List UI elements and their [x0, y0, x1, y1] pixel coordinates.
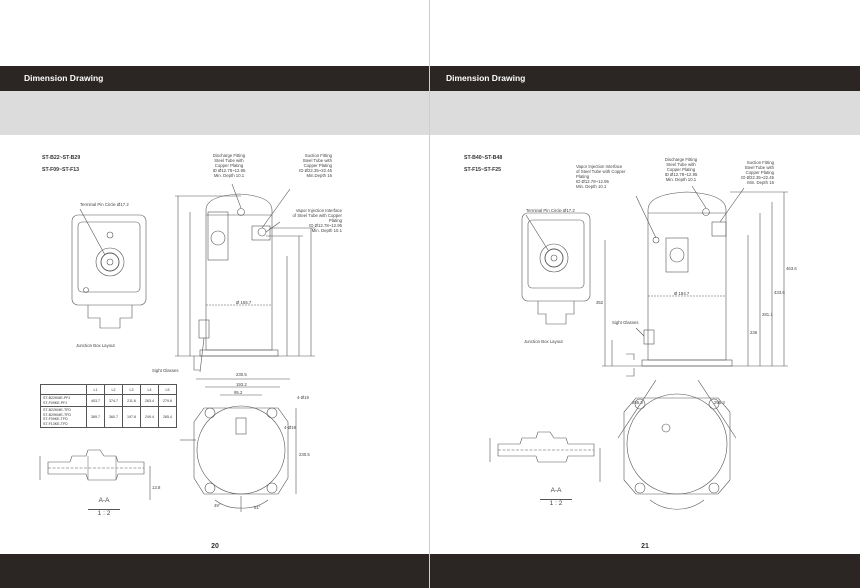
r-mount-hole-br — [709, 483, 719, 493]
r-suction-leader — [720, 188, 744, 222]
table-row-2-model-b: ST-B29KME-TFD — [43, 412, 71, 417]
left-model-line-2: ST-F09~ST-F13 — [42, 167, 80, 173]
right-discharge-line-3: Copper Plating — [666, 167, 696, 172]
right-dim-dia: Ø 184.7 — [674, 291, 690, 296]
left-header-title: Dimension Drawing — [24, 73, 104, 83]
left-page-number: 20 — [211, 543, 219, 550]
table-cell: 197.6 — [123, 407, 141, 428]
left-section-title: A-A — [98, 497, 110, 504]
table-header-l4: L4 — [141, 385, 159, 395]
left-terminal-label: Terminal Pin Circle Ø17.2 — [80, 202, 129, 207]
left-discharge-line-2: Steel Tube with — [214, 158, 244, 163]
r-dim-diag-right — [698, 380, 736, 438]
table-cell: 360.7 — [105, 407, 123, 428]
left-dim-51: 51° — [254, 505, 261, 510]
r-compressor-shell — [648, 192, 726, 360]
right-vapor-line-1: Vapor Injection Interface — [576, 164, 623, 169]
right-page-number: 21 — [641, 543, 649, 550]
left-suction-line-3: Copper Plating — [303, 163, 332, 168]
mount-hole-br — [267, 483, 277, 493]
mount-hole-tl — [205, 408, 215, 418]
left-discharge-line-3: Copper Plating — [214, 163, 244, 168]
table-cell: 389.7 — [87, 407, 105, 428]
terminal-leader — [80, 209, 105, 255]
table-row-1-model-b: ST-F09KE-PFJ — [43, 400, 68, 405]
left-discharge-callout — [200, 153, 258, 178]
table-header-row — [41, 385, 177, 395]
r-section-aa-profile — [498, 432, 594, 462]
terminal-pin-circle — [101, 253, 119, 271]
right-vapor-line-3: Plating — [576, 174, 590, 179]
table-cell: 211.6 — [123, 395, 141, 407]
table-row — [41, 407, 177, 428]
table-row — [41, 395, 177, 407]
right-dim-352: 352 — [596, 300, 604, 305]
left-dim-holes-2: 4-Ø19 — [284, 425, 296, 430]
left-suction-line-2: Steel Tube with — [302, 158, 332, 163]
right-section-scale: 1 : 2 — [540, 499, 572, 507]
left-model-line-1: ST-B22~ST-B29 — [42, 155, 81, 161]
table-row-2-model-c: ST-F09KE-TFD — [43, 417, 68, 421]
r-section-markers — [626, 354, 634, 376]
left-suction-callout — [276, 153, 332, 178]
table-cell: 403.7 — [87, 395, 105, 407]
left-vapor-line-5: Min. Depth 10.1 — [311, 228, 342, 233]
r-junction-box-inner — [528, 220, 584, 288]
side-terminal — [211, 231, 225, 245]
section-marker-a — [194, 356, 200, 370]
right-discharge-callout — [652, 157, 710, 182]
r-terminal-center — [551, 255, 557, 261]
table-row-2-models — [41, 407, 87, 428]
right-drawing — [430, 0, 860, 588]
r-bottom-arc — [650, 500, 704, 509]
left-dim-95: 95.2 — [234, 390, 243, 395]
right-dim-433: 433.6 — [774, 290, 785, 295]
table-header-l2: L2 — [105, 385, 123, 395]
r-discharge-leader — [692, 186, 706, 208]
sight-glass-side — [199, 320, 209, 338]
right-discharge-line-1: Discharge Fitting — [664, 157, 698, 162]
left-junction-label: Junction Box Layout — [76, 343, 115, 348]
junction-tab — [88, 305, 132, 328]
r-side-junction-box — [666, 238, 688, 272]
table-cell: 374.7 — [105, 395, 123, 407]
right-dim-236: 236 — [750, 330, 758, 335]
r-sight-leader — [636, 328, 644, 336]
right-model-line-1: ST-B40~ST-B48 — [464, 155, 503, 161]
right-model-line-2: ST-F15~ST-F25 — [464, 167, 502, 173]
right-discharge-line-5: Min. Depth 10.1 — [665, 177, 697, 182]
junction-box-outline — [72, 215, 146, 305]
section-aa-profile — [48, 450, 144, 480]
terminal-outer-circle — [96, 248, 124, 276]
right-dim-281: 281.1 — [762, 312, 773, 317]
right-suction-line-2: Steel Tube with — [744, 165, 774, 170]
right-discharge-line-2: Steel Tube with — [666, 162, 696, 167]
right-vapor-line-2: of Steel Tube with Copper — [576, 169, 626, 174]
table-cell: 265.4 — [159, 407, 177, 428]
right-terminal-label: Terminal Pin Circle Ø17.2 — [526, 208, 575, 213]
r-vapor-leader — [636, 196, 656, 238]
table-header-blank — [41, 385, 87, 395]
left-discharge-line-1: Discharge Fitting — [212, 153, 246, 158]
table-row-2-model-d: ST-F13KE-TFD — [43, 421, 68, 426]
left-dim-230: 230.5 — [236, 372, 247, 377]
right-vapor-line-4: ID Ø12.78~12.95 — [576, 179, 609, 184]
right-dim-diag-1: 255.3 — [632, 400, 643, 405]
table-cell: 263.4 — [141, 395, 159, 407]
r-bottom-base-plate — [624, 398, 730, 494]
left-dim-dia: Ø 165.7 — [236, 300, 252, 305]
left-section-scale: 1 : 2 — [88, 509, 120, 517]
mount-hole-bl — [205, 483, 215, 493]
r-dim-diag-left — [618, 380, 656, 438]
right-section-title: A-A — [550, 487, 562, 494]
base-plate — [200, 350, 278, 356]
vapor-port — [258, 228, 266, 236]
bottom-port — [236, 418, 246, 434]
right-suction-line-4: ID Ø22.35~22.45 — [741, 175, 774, 180]
r-junction-tab — [538, 301, 574, 324]
left-suction-line-1: Suction Fitting — [304, 153, 332, 158]
r-side-terminal — [670, 248, 684, 262]
right-vapor-callout — [576, 164, 625, 189]
r-base-plate — [642, 360, 732, 366]
left-vapor-callout — [272, 208, 342, 233]
r-suction-port — [712, 222, 726, 236]
table-row-2-model-a: ST-B22KME-TFD — [43, 408, 71, 412]
left-dim-holes: 4-Ø19 — [297, 395, 309, 400]
right-dim-463: 463.6 — [786, 266, 797, 271]
discharge-port — [238, 209, 245, 216]
r-sight-glass-side — [644, 330, 654, 344]
table-row-1-model-a: ST-B22KME-PFJ — [43, 396, 71, 400]
left-discharge-line-5: Min. Depth 10.1 — [213, 173, 245, 178]
right-header-title: Dimension Drawing — [446, 73, 526, 83]
right-suction-line-1: Suction Fitting — [746, 160, 774, 165]
r-terminal-pin-circle — [545, 249, 563, 267]
r-mount-hole-bl — [635, 483, 645, 493]
right-suction-line-5: Min. Depth 16 — [747, 180, 774, 185]
right-sight-label: Sight Glasses — [612, 320, 639, 325]
r-bottom-port — [662, 424, 670, 432]
right-discharge-line-4: ID Ø12.78~12.95 — [664, 172, 698, 177]
bottom-shell-circle — [197, 406, 285, 494]
sight-leader — [200, 338, 204, 372]
right-dim-diag-2: 255.3 — [714, 400, 725, 405]
right-suction-callout — [720, 160, 774, 185]
left-dim-49: 49° — [214, 503, 221, 508]
left-sight-label: Sight Glasses — [152, 368, 179, 373]
junction-hole-top — [107, 232, 113, 238]
left-dimension-table — [40, 384, 177, 428]
r-bottom-shell-circle — [627, 394, 727, 494]
table-header-l5: L5 — [159, 385, 177, 395]
left-vapor-line-2: of Steel Tube with Copper — [292, 213, 342, 218]
r-discharge-port — [703, 209, 710, 216]
junction-box-inner — [78, 222, 140, 292]
right-footer-bar — [430, 554, 860, 588]
left-footer-bar — [0, 554, 430, 588]
right-vapor-line-5: Min. Depth 10.1 — [576, 184, 607, 189]
compressor-shell — [206, 194, 272, 350]
left-discharge-line-4: ID Ø12.78~12.95 — [212, 168, 246, 173]
right-page — [430, 0, 860, 588]
left-suction-line-4: ID Ø22.35~22.45 — [299, 168, 332, 173]
r-terminal-outer — [540, 244, 568, 272]
table-cell: 249.4 — [141, 407, 159, 428]
left-vapor-line-3: Plating — [328, 218, 342, 223]
left-dim-13: 13.8 — [152, 485, 161, 490]
right-suction-line-3: Copper Plating — [745, 170, 774, 175]
right-junction-label: Junction Box Layout — [524, 339, 563, 344]
table-row-1-models — [41, 395, 87, 407]
table-header-l3: L3 — [123, 385, 141, 395]
left-dim-193: 193.2 — [236, 382, 247, 387]
table-header-l1: L1 — [87, 385, 105, 395]
left-dim-230-v: 230.5 — [299, 452, 310, 457]
left-suction-line-5: Min.Depth 16 — [306, 173, 332, 178]
table-cell: 279.6 — [159, 395, 177, 407]
left-vapor-line-4: ID Ø12.78~12.95 — [309, 223, 342, 228]
left-vapor-line-1: Vapor Injection Interface — [295, 208, 342, 213]
terminal-center — [107, 259, 113, 265]
mount-hole-tr — [267, 408, 277, 418]
